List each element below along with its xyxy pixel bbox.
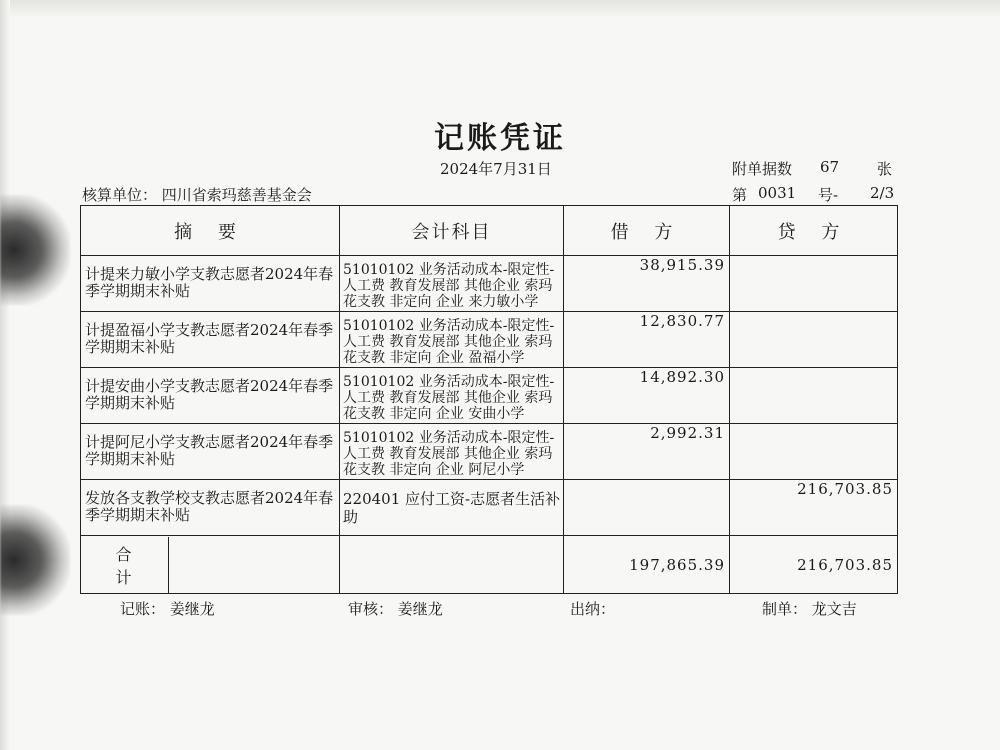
binding-hole-mark bbox=[0, 505, 70, 615]
header-account: 会计科目 bbox=[340, 206, 564, 256]
total-row bbox=[81, 536, 898, 594]
table-row bbox=[81, 424, 898, 480]
table-row bbox=[81, 368, 898, 424]
entry-credit bbox=[730, 256, 898, 312]
attachment-count bbox=[732, 158, 893, 179]
page-edge-shadow bbox=[0, 0, 1000, 18]
entry-summary: 计提盈福小学支教志愿者2024年春季学期期末补贴 bbox=[81, 312, 340, 368]
binding-hole-mark bbox=[0, 195, 70, 305]
entry-debit: 2,992.31 bbox=[564, 424, 730, 480]
voucher-number-suffix: 号- bbox=[818, 186, 839, 204]
reviewer-signature: 审核： 姜继龙 bbox=[348, 600, 443, 618]
voucher-page: 2/3 bbox=[870, 184, 895, 202]
voucher-table bbox=[80, 205, 898, 594]
header-debit: 借 方 bbox=[564, 206, 730, 256]
entry-account: 220401 应付工资-志愿者生活补助 bbox=[340, 480, 564, 536]
attachment-number: 67 bbox=[820, 158, 840, 176]
entry-debit: 14,892.30 bbox=[564, 368, 730, 424]
total-account-blank bbox=[340, 536, 564, 594]
bookkeeper-signature: 记账： 姜继龙 bbox=[120, 600, 215, 618]
entry-debit: 12,830.77 bbox=[564, 312, 730, 368]
attachment-label: 附单据数 bbox=[732, 160, 793, 178]
table-row bbox=[81, 480, 898, 536]
voucher-number-value: 0031 bbox=[758, 184, 797, 202]
total-label: 合 计 bbox=[81, 537, 169, 593]
attachment-unit: 张 bbox=[877, 160, 893, 178]
entry-account: 51010102 业务活动成本-限定性-人工费 教育发展部 其他企业 索玛花支教 非定向 企业 安曲小学 bbox=[340, 368, 564, 424]
entry-debit bbox=[564, 480, 730, 536]
entry-credit bbox=[730, 368, 898, 424]
table-row bbox=[81, 256, 898, 312]
voucher-date: 2024年7月31日 bbox=[440, 160, 552, 178]
entry-account: 51010102 业务活动成本-限定性-人工费 教育发展部 其他企业 索玛花支教 非定向 企业 来力敏小学 bbox=[340, 256, 564, 312]
entry-summary: 计提阿尼小学支教志愿者2024年春季学期期末补贴 bbox=[81, 424, 340, 480]
header-credit: 贷 方 bbox=[730, 206, 898, 256]
table-header-row bbox=[81, 206, 898, 256]
accounting-unit: 核算单位： 四川省索玛慈善基金会 bbox=[82, 186, 312, 204]
cashier-signature: 出纳： bbox=[570, 600, 616, 618]
entry-credit: 216,703.85 bbox=[730, 480, 898, 536]
entry-summary: 发放各支教学校支教志愿者2024年春季学期期末补贴 bbox=[81, 480, 340, 536]
total-credit: 216,703.85 bbox=[730, 536, 898, 594]
voucher-number-prefix: 第 bbox=[732, 186, 748, 204]
voucher-title: 记账凭证 bbox=[434, 121, 566, 156]
entry-account: 51010102 业务活动成本-限定性-人工费 教育发展部 其他企业 索玛花支教 非定向 企业 盈福小学 bbox=[340, 312, 564, 368]
table-row bbox=[81, 312, 898, 368]
header-summary: 摘 要 bbox=[81, 206, 340, 256]
preparer-signature: 制单： 龙文吉 bbox=[762, 600, 857, 618]
total-label-cell bbox=[81, 536, 340, 594]
entry-summary: 计提来力敏小学支教志愿者2024年春季学期期末补贴 bbox=[81, 256, 340, 312]
total-debit: 197,865.39 bbox=[564, 536, 730, 594]
entry-credit bbox=[730, 424, 898, 480]
entry-credit bbox=[730, 312, 898, 368]
entry-account: 51010102 业务活动成本-限定性-人工费 教育发展部 其他企业 索玛花支教 非定向 企业 阿尼小学 bbox=[340, 424, 564, 480]
entry-summary: 计提安曲小学支教志愿者2024年春季学期期末补贴 bbox=[81, 368, 340, 424]
entry-debit: 38,915.39 bbox=[564, 256, 730, 312]
total-blank bbox=[169, 537, 339, 593]
